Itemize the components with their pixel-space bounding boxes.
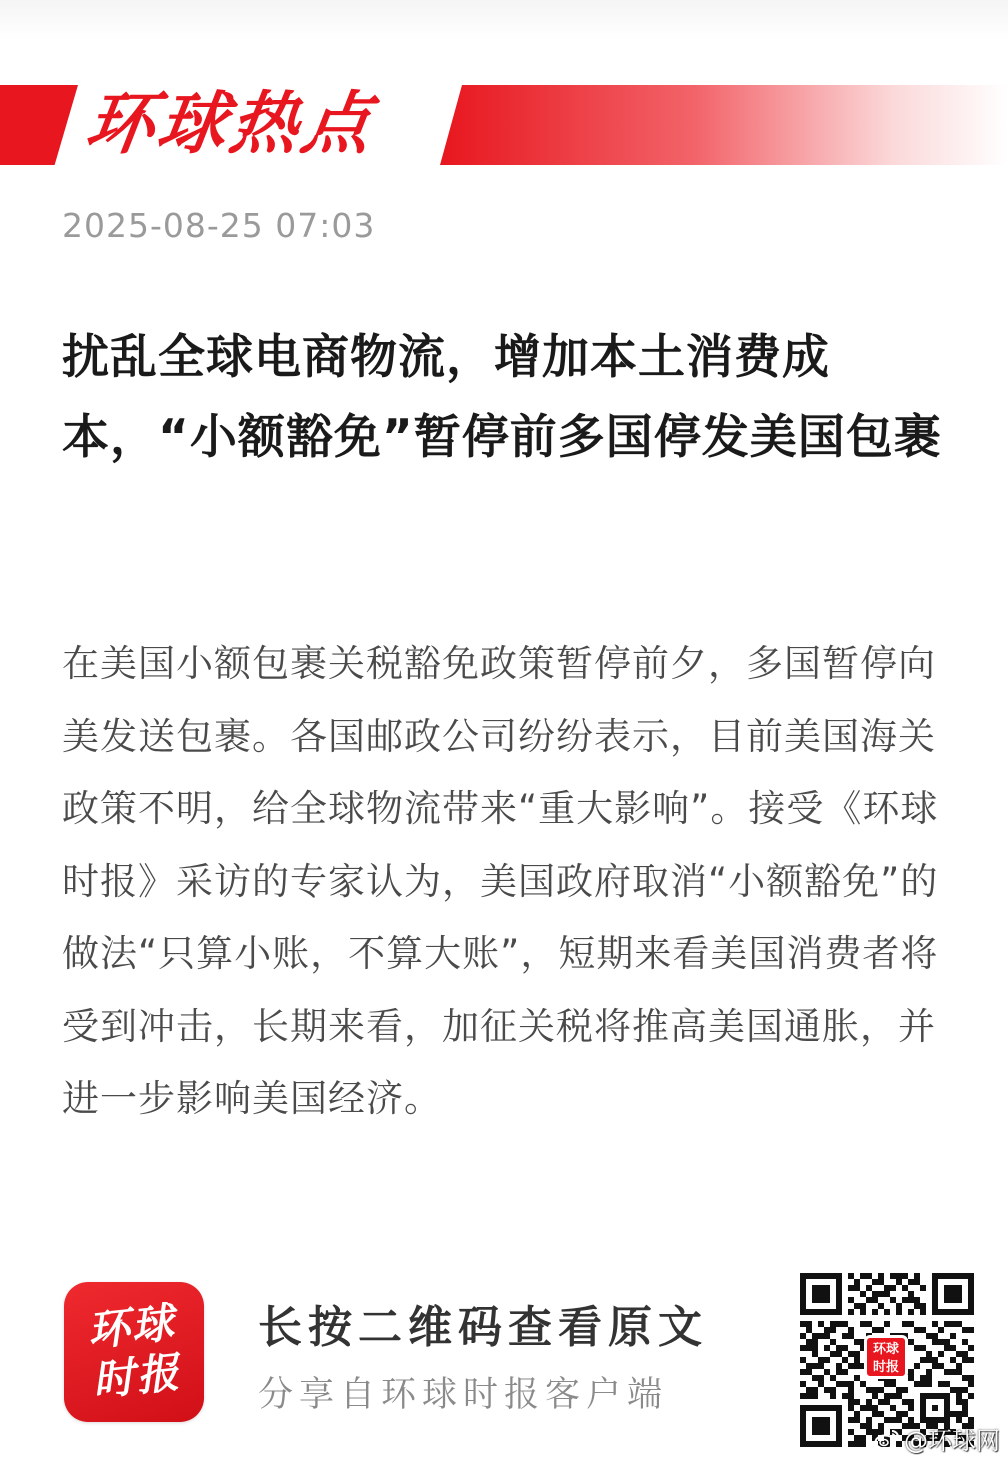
huanqiu-app-logo bbox=[64, 1282, 204, 1422]
watermark-text: @环球网 bbox=[904, 1427, 1000, 1455]
qr-center-logo: 环球 时报 bbox=[864, 1335, 908, 1379]
publish-datetime: 2025-08-25 07:03 bbox=[62, 206, 376, 245]
share-footer bbox=[0, 1255, 1008, 1459]
header-banner bbox=[0, 85, 1008, 165]
weibo-icon bbox=[874, 1428, 900, 1450]
weibo-watermark bbox=[874, 1421, 1000, 1456]
banner-gradient-bar bbox=[440, 85, 1008, 165]
app-logo-text: 环球 时报 bbox=[84, 1297, 183, 1406]
article-headline: 扰乱全球电商物流，增加本土消费成本，“小额豁免”暂停前多国停发美国包裹 bbox=[62, 330, 942, 465]
share-source-subtitle: 分享自环球时报客户端 bbox=[258, 1375, 669, 1415]
banner-red-slash-left bbox=[0, 85, 78, 165]
article-body: 在美国小额包裹关税豁免政策暂停前夕，多国暂停向美发送包裹。各国邮政公司纷纷表示，目前美国海关政策不明，给全球物流带来“重大影响”。接受《环球时报》采访的专家认为，美国政府取消“小额豁免”的做法“只算小账，不算大账”，短期来看美国消费者将受到冲击，长期来看，加征关税将推高美国通胀，并进一步影响美国经济。 bbox=[62, 642, 939, 1120]
banner-title: 环球热点 bbox=[80, 85, 380, 164]
qr-instruction-title: 长按二维码查看原文 bbox=[258, 1302, 708, 1353]
